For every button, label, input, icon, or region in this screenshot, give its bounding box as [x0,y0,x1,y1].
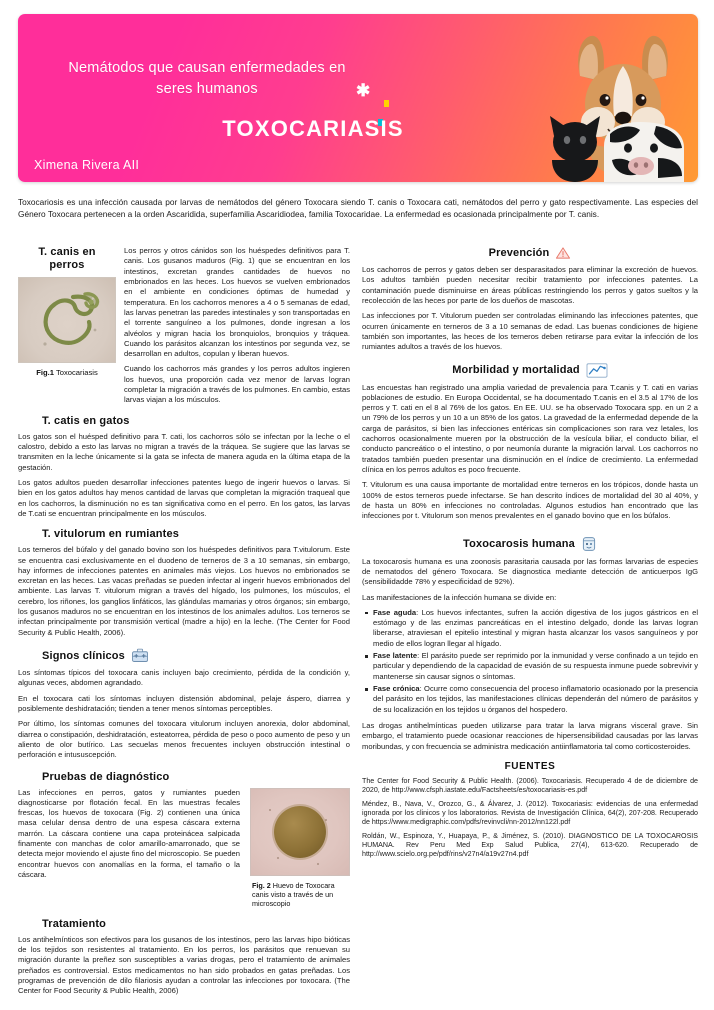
right-column [362,246,698,869]
morbilidad-paragraph-2: T. Vitulorum es una causa importante de mortalidad entre terneros en los trópicos, donde hasta un 100% de estos terneros puede infectarse. Se han descrito índices de mortalidad del 30 al 40%, y de hasta un 80% en infecciones no controladas. Algunos estudios han encontrado que las infecciones por t. Vitulorum son menos prevalentes en el ganado bovino que en los búfalos. [362,480,698,521]
section-title-t-cati: T. catis en gatos [42,414,130,427]
signos-paragraph-1: Los síntomas típicos del toxocara canis incluyen bajo crecimiento, pérdida de la condición y, algunas veces, abdomen agrandado. [18,668,350,688]
figure-2-caption: Fig. 2 Huevo de Toxocara canis visto a través de un microscopio [252,880,335,909]
figure-2-image [250,788,350,876]
prevencion-paragraph-2: Las infecciones por T. Vitulorum pueden ser controladas eliminando las infecciones patentes, que ocurren únicamente en terneros de 3 a 10 semanas de edad. Las buenas condiciones de higiene también son importantes, las heces de los terneros deben retirarse para evitar la infección de los rumiantes adultos a través de los huevos. [362,311,698,352]
roundworm-illustration-icon [29,290,105,356]
reference-item: The Center for Food Security & Public Health. (2006). Toxocariasis. Recuperado 4 de de diciembre de 2020, de http://www.cfsph.iastate.edu/Factsheets/es/toxocariasis-es.pdf [362,776,698,795]
left-column [18,246,350,1005]
section-tratamiento [18,918,350,997]
reference-item: Roldán, W., Espinoza, Y., Huapaya, P., & Jiménez, S. (2010). DIAGNOSTICO DE LA TOXOCAROSIS HUMANA. Rev Peru Med Exp Salud Publica, 27(4), 613-620. Recuperado de http://www.scielo.org.pe/pdf/rins/v27n4/a19v27n4.pdf [362,831,698,859]
reference-item: Méndez, B., Nava, V., Orozco, G., & Álvarez, J. (2012). Toxocariasis: evidencias de una enfermedad ignorada por los clinicos y los laboratorios. Revista de Investigación Clínica, 64(2), 207-208. Recuperado de https://www.medigraphic.com/pdfs/revinvcli/nn-2012/nn122l.pdf [362,799,698,827]
figure-1-caption: Fig.1 Toxocariasis [36,368,98,378]
section-t-canis-perros [18,246,350,406]
list-item: Fase crónica: Ocurre como consecuencia del proceso inflamatorio ocasionado por la presencia del parásito en los tejidos, las manifestaciones clínicas dependerán del número de parásitos y de su localización en los tejidos u órganos del hospedero. [362,684,698,715]
human-head-icon [581,536,597,552]
figure-2-block [250,788,350,909]
t-canis-paragraph-1: Los perros y otros cánidos son los huéspedes definitivos para T. canis. Los gusanos maduros (Fig. 1) que se encuentran en los intestinos, excretan grandes cantidades de huevos no embrionados en las heces. Los huevos se vuelven embrionados en el ambiente en condiciones óptimas de humedad y temperatura. En los cachorros menores a 4 o 5 semanas de edad, las larvas penetran las paredes intestinales y son transportadas en el torrente sanguíneo a los pulmones, donde ingresan a los alvéolos y migran hacia los bronquiolos, bronquios y tráquea. Cuando los parásitos alcanzan los intestinos por segunda vez, se desarrollan en adultos, copulan y liberan huevos. [124,246,350,359]
list-item: Fase aguda: Los huevos infectantes, sufren la acción digestiva de los jugos gástricos en el estómago y de las enzimas pancreáticas en el intestino delgado, donde las larvas logran liberarse, atraviesan el epitelio intestinal y migran hasta alcanzar los vasos sanguíneos y por medio de ellos logran llegar al hígado. [362,608,698,649]
section-pruebas-diagnostico [18,771,350,909]
figure-1-image [18,277,116,363]
chart-line-icon [586,363,608,378]
section-prevencion [362,246,698,353]
prevencion-paragraph-1: Los cachorros de perros y gatos deben ser desparasitados para eliminar la excreción de huevos. Los adultos también pueden necesitar recibir tratamiento por infecciones patentes. La contaminación puede disminuirse en áreas públicas restringiendo los perros y gatos sueltos y la recolección de las heces por parte de los dueños de mascotas. [362,265,698,305]
section-title-morbilidad: Morbilidad y mortalidad [452,364,580,376]
t-cati-paragraph-2: Los gatos adultos pueden desarrollar infecciones patentes luego de ingerir huevos o larvas. Si bien en los gatos adultos hay menos cantidad de larvas que completan la migración traqueal que en los cachorros, la disminución no es tan significativa como en el perro. En los gatos, las larvas de T.cati se encuentran principalmente en los músculos. [18,477,350,518]
tratamiento-paragraph-1: Los antihelmínticos son efectivos para los gusanos de los intestinos, pero las larvas hipo bióticas de los tejidos son resistentes al tratamiento. En los perros, los parásitos que renuevan su migración durante la preñez son susceptibles a varias drogas, pero el tratamiento de animales preñados es controversial. Estos medicamentos no han sido probados en gatas preñadas. Los programas de prevención de dilo filariosis ayudan a controlar las infecciones por toxocara. (The Center for Food Security & Public Health, 2006) [18,934,350,996]
section-signos-clinicos [18,648,350,761]
warning-triangle-icon [555,246,571,260]
humana-paragraph-1: La toxocarosis humana es una zoonosis parasitaria causada por las formas larvarias de especies de nematodos del género Toxocara. Se diagnostica mediante detección de anticuerpos IgG (sensibilidadde 78% y especificidad de 92%). [362,556,698,587]
section-toxocarosis-humana [362,536,698,752]
section-title-t-canis: T. canis en perros [38,246,96,271]
phases-list [362,608,698,715]
section-title-signos-clinicos: Signos clínicos [42,649,125,662]
morbilidad-paragraph-1: Las encuestas han registrado una amplia variedad de prevalencia para T.canis y T. cati en varias poblaciones de estudio. En Europa Occidental, se ha documentado T.canis en el 3.5 al 17% de los perros y T. cati en el 8 al 76% de los gatos. En EE. UU. se ha observado Toxocara spp. en un 2 a un 79% de los perros y un 10 a un 85% de los gatos. La gravedad de la enfermedad depende de la carga de parásitos, si bien las infecciones entéricas sin complicaciones son rara vez letales, los cachorros ocasionalmente mueren por la obstrucción de la vesícula biliar, el conducto biliar, el conducto pancreático o el intestino, o por neumonía durante la migración larval. Los cachorros no tratados también pueden presentar una disminución en el índice de crecimiento. La enfermedad clínica en los perros adultos es poco frecuente. [362,382,698,474]
author-name: Ximena Rivera AII [34,158,140,172]
t-vitulorum-paragraph-1: Los terneros del búfalo y del ganado bovino son los huéspedes definitivos para T.vitulorum. Este se encuentra casi exclusivamente en el duodeno de terneros de 3 a 10 semanas, sin embargo, hay informes de infecciones patentes en animales más viejos. Los huevos no embrionados se excretan en las heces. Las vacas preñadas se pueden infectar al ingerir huevos embrionados del ambiente. Las larvas T. vitulorum migran a través del hígado, los pulmones, los músculos, el cerebro, los riñones, los ganglios linfáticos, las glándulas mamarias y otros órganos; sin embargo, los gusanos maduros no se encuentran en los intestinos de los animales adultos. Los terneros se infectan principalmente por transmisión vertical (madre a hijo) en la leche. (The Center for Food Security & Public Health, 2006). [18,545,350,637]
section-title-t-vitulorum: T. vitulorum en rumiantes [42,528,179,541]
intro-paragraph: Toxocariosis es una infección causada por larvas de nemátodos del género Toxocara siendo T. canis o Toxocara cati, nemátodos del perro y gato respectivamente. Las especies del Género Toxocara pertenecen a la orden Ascaridida, superfamilia Ascaridiodea, familia Toxocaridae. La enfermedad es ocasionada principalmente por T. canis. [18,197,698,220]
medical-bag-icon [131,648,149,663]
section-title-pruebas: Pruebas de diagnóstico [42,770,170,783]
yellow-square-decoration-icon [384,100,389,107]
star-decoration-icon: ✱ [356,81,371,100]
pruebas-paragraph-1: Las infecciones en perros, gatos y rumiantes pueden diagnosticarse por flotación fecal. En las muestras fecales frescas, los huevos de toxocara (Fig. 2) contienen una única masa celular densa dentro de una espesa cáscara externa marrón. La cáscara contiene una capa proteinácea salpicada finamente con manchas de color amarillo-amarronado, que se detecta mejor moviendo el ajuste fino del microscopio. Se pueden encontrar huevos con anomalías en la forma, el tamaño o la cáscara. [18,787,240,879]
poster-subtitle: Nemátodos que causan enfermedades en seres humanos [68,60,346,98]
fuentes-title: FUENTES [504,760,556,772]
signos-paragraph-2: En el toxocara cati los síntomas incluyen distensión abdominal, pelaje áspero, diarrea y posiblemente deshidratación; tienden a tener menos síntomas perceptibles. [18,693,350,713]
section-fuentes [362,761,698,860]
t-cati-paragraph-1: Los gatos son el huésped definitivo para T. cati, los cachorros sólo se infectan por la leche o el calostro, debido a esto las larvas no migran a través de la tráquea. Se sugiere que las larvas se transmiten en la leche únicamente si la gata se infecta de manera aguda en la última etapa de la gestación. [18,431,350,472]
signos-paragraph-3: Por último, los síntomas comunes del toxocara vitulorum incluyen anorexia, dolor abdominal, diarrea o constipación, deshidratación, esteatorrea, pérdida de peso o poco aumento de peso y un aliento de olor butírico. Las secuelas menos frecuentes incluyen obstrucción intestinal o perforación e intususcepción. [18,719,350,760]
poster-title: TOXOCARIASIS [222,116,404,141]
section-title-tratamiento: Tratamiento [42,917,106,930]
section-t-cati-gatos [18,415,350,520]
humana-paragraph-2: Las manifestaciones de la infección humana se divide en: [362,592,557,602]
t-canis-paragraph-2: Cuando los cachorros más grandes y los perros adultos ingieren los huevos, una proporción cada vez menor de larvas logran completar la migración a través de los pulmones. En cambio, estas larvas viajan a los músculos. [124,364,350,405]
section-title-toxocarosis-humana: Toxocarosis humana [463,537,575,550]
section-t-vitulorum [18,528,350,638]
humana-paragraph-3: Las drogas antihelmínticas pueden utilizarse para tratar la larva migrans visceral grave. Sin embargo, el tratamiento puede ocasionar reacciones de hipersensibilidad causadas por las larvas moribundas, y con frecuencia se administra medicación antiinflamatoria tal como corticosteroides. [362,720,698,751]
list-item: Fase latente: El parásito puede ser reprimido por la inmunidad y verse confinado a un tejido en particular y dependiendo de la capacidad de evasión de su respuesta inmune puede sobrevivir y mantenerse sin causar signos o síntomas. [362,651,698,682]
animal-photo-collage [470,14,698,182]
header-banner [18,14,698,182]
cow-photo [596,116,692,182]
section-title-prevencion: Prevención [488,247,550,259]
toxocara-egg-illustration-icon [274,806,326,858]
section-morbilidad-mortalidad [362,363,698,522]
figure-1-block [18,246,116,377]
